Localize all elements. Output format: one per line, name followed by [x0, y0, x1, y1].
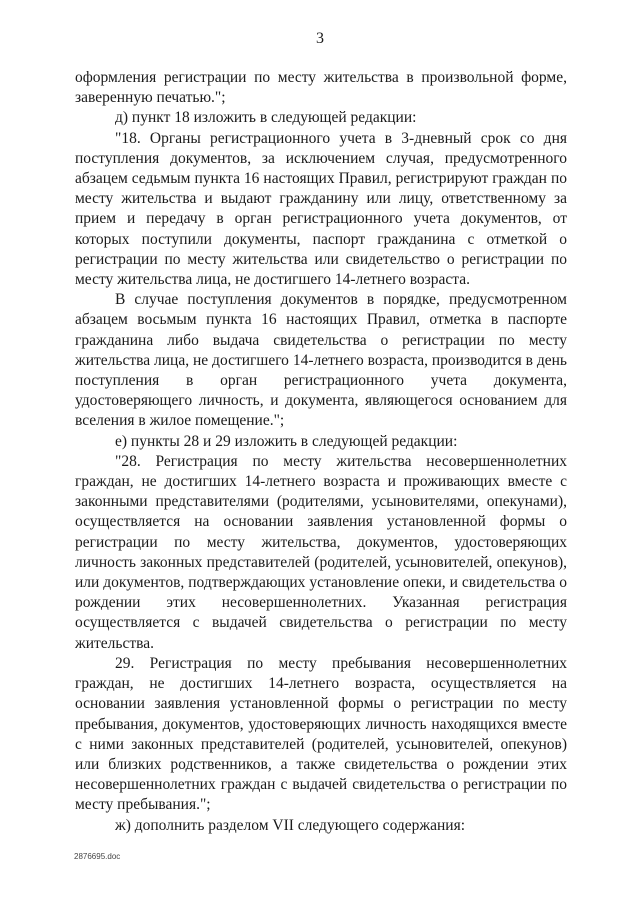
footer-filename: 2876695.doc	[74, 852, 121, 861]
paragraph-item-e: е) пункты 28 и 29 изложить в следующей редакции:	[115, 432, 458, 450]
paragraph-item-zh: ж) дополнить разделом VII следующего содержания:	[115, 816, 465, 834]
page-number: 3	[316, 30, 324, 47]
paragraph-clause-28: "28. Регистрация по месту жительства несовершеннолетних граждан, не достигших 14-летнего возраста и проживающих вместе с законными представителями (родителями, усыновителями, опекунами), осуществляется на основании заявления установленной формы о регистрации по месту жительства, документов, удостоверяющих личность законных представителей (родителей, усыновителей, опекунов), или документов, подтверждающих установление опеки, и свидетельства о рождении этих несовершеннолетних. Указанная регистрация осуществляется с выдачей свидетельства о регистрации по месту жительства.	[75, 452, 567, 652]
paragraph-clause-18: "18. Органы регистрационного учета в 3-дневный срок со дня поступления документов, за исключением случая, предусмотренного абзацем седьмым пункта 16 настоящих Правил, регистрируют граждан по месту жительства и выдают гражданину или лицу, ответственному за прием и передачу в орган регистрационного учета документов, от которых поступили документы, паспорт гражданина с отметкой о регистрации по месту жительства или свидетельство о регистрации по месту жительства лица, не достигшего 14-летнего возраста.	[75, 129, 567, 289]
paragraph-clause-18-part-2: В случае поступления документов в порядке, предусмотренном абзацем восьмым пункта 16 настоящих Правил, отметка в паспорте гражданина либо выдача свидетельства о регистрации по месту жительства лица, не достигшего 14-летнего возраста, производится в день поступления в орган регистрационного учета документа, удостоверяющего личность, и документа, являющегося основанием для вселения в жилое помещение.";	[75, 291, 567, 430]
paragraph-continuation: оформления регистрации по месту жительства в произвольной форме, заверенную печатью.";	[75, 69, 567, 107]
paragraph-item-d: д) пункт 18 изложить в следующей редакции:	[115, 109, 417, 127]
document-body	[75, 68, 567, 836]
paragraph-clause-29: 29. Регистрация по месту пребывания несовершеннолетних граждан, не достигших 14-летнего возраста, осуществляется на основании заявления установленной формы о регистрации по месту пребывания, документов, удостоверяющих личность находящихся вместе с ними законных представителей (родителей, усыновителей, опекунов) или близких родственников, а также свидетельства о рождении этих несовершеннолетних граждан с выдачей свидетельства о регистрации по месту пребывания.";	[75, 654, 567, 814]
